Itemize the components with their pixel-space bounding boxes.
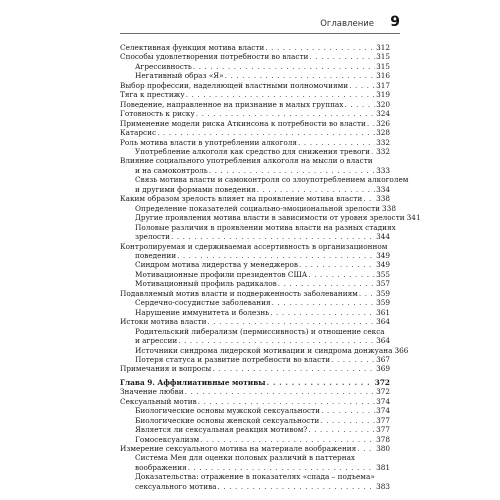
- toc-entry-page: 366: [394, 345, 409, 355]
- toc-entry: [120, 119, 390, 128]
- toc-entry-page: 319: [376, 90, 390, 100]
- toc-leader-dots: [331, 355, 375, 364]
- toc-entry-title: Родительский либерализм (пермиссивность) и отношение секса: [135, 326, 385, 336]
- toc-leader-dots: [178, 336, 375, 345]
- toc-entry-title: Потеря статуса и развитие потребности во власти: [135, 354, 331, 364]
- toc-entry: [120, 406, 390, 415]
- toc-entry-title: Половые различия в проявлении мотива власти на разных стадиях: [135, 222, 396, 232]
- toc-entry-page: 324: [376, 109, 390, 119]
- toc-entry-title: Измерение сексуального мотива на материале воображения: [120, 444, 357, 454]
- toc-entry-page: 333: [376, 165, 390, 175]
- toc-leader-dots: [171, 232, 375, 241]
- toc-entry-page: 364: [376, 317, 390, 327]
- toc-entry-title: Тяга к престижу: [120, 90, 185, 100]
- toc-entry: [120, 251, 390, 260]
- toc-leader-dots: [157, 128, 375, 137]
- toc-entry: [120, 336, 390, 345]
- toc-entry-page: 316: [376, 71, 390, 81]
- toc-entry-page: 315: [376, 61, 390, 71]
- toc-entry-page: 338: [376, 194, 390, 204]
- toc-entry-title: Каким образом зрелость влияет на проявление мотива власти: [120, 194, 363, 204]
- toc-leader-dots: [321, 406, 375, 415]
- toc-entry-title: зрелости: [135, 232, 170, 242]
- toc-entry: [120, 156, 390, 165]
- toc-entry-page: 383: [376, 481, 390, 491]
- toc-leader-dots: [320, 416, 375, 425]
- toc-leader-dots: [198, 397, 375, 406]
- toc-entry-page: 367: [376, 354, 390, 364]
- toc-entry-title: Биологические основы женской сексуальности: [135, 415, 320, 425]
- toc-entry-title: и другими формами поведения: [135, 184, 256, 194]
- table-of-contents: [120, 43, 421, 491]
- toc-entry-title: Поведение, направленное на признание в малых группах: [120, 99, 344, 109]
- toc-entry: [120, 425, 390, 434]
- toc-leader-dots: [209, 166, 375, 175]
- toc-entry-title: Селективная функция мотива власти: [120, 43, 265, 52]
- toc-leader-dots: [185, 387, 375, 396]
- toc-entry: [120, 387, 390, 396]
- toc-entry-title: Биологические основы мужской сексуальности: [135, 406, 321, 416]
- toc-leader-dots: [272, 298, 375, 307]
- toc-entry-page: 361: [376, 307, 390, 317]
- toc-entry-page: 381: [376, 462, 390, 472]
- toc-entry: [120, 138, 390, 147]
- header-section-title: Оглавление: [320, 19, 374, 29]
- toc-entry: [120, 166, 390, 175]
- toc-entry: [120, 416, 390, 425]
- toc-entry-title: сексуального мотива: [135, 481, 217, 491]
- toc-entry: [120, 194, 390, 203]
- toc-entry-title: и на самоконтроль: [135, 165, 208, 175]
- toc-entry-title: Значение любви: [120, 387, 184, 397]
- toc-entry: [120, 345, 409, 355]
- toc-entry-page: 332: [376, 137, 390, 147]
- toc-entry-page: 349: [376, 260, 390, 270]
- toc-entry-title: поведении: [135, 250, 177, 260]
- toc-entry: [120, 222, 396, 232]
- toc-entry: [120, 463, 390, 472]
- toc-entry-title: Сексуальный мотив: [120, 396, 197, 406]
- toc-entry-page: 344: [376, 232, 390, 242]
- toc-entry-page: 338: [382, 203, 396, 213]
- toc-entry: [120, 444, 390, 453]
- toc-entry: [120, 62, 390, 71]
- toc-entry: [120, 147, 390, 156]
- toc-entry: [120, 308, 390, 317]
- toc-entry-page: 378: [376, 434, 390, 444]
- toc-entry: [120, 298, 390, 307]
- toc-leader-dots: [363, 194, 375, 203]
- toc-entry-page: 315: [376, 52, 390, 62]
- toc-entry-page: 357: [376, 279, 390, 289]
- toc-entry-title: Система Мея для оценки половых различий в паттернах: [135, 453, 356, 463]
- toc-entry: [120, 232, 390, 241]
- toc-entry-title: Истоки мотива власти: [120, 317, 207, 327]
- toc-entry-title: Доказательства: отражение в показателях «спада – подъема»: [135, 472, 375, 482]
- toc-entry-page: 317: [376, 80, 390, 90]
- toc-entry: [120, 435, 390, 444]
- toc-entry-page: 326: [376, 118, 390, 128]
- toc-entry-page: 332: [376, 146, 390, 156]
- toc-entry: [120, 289, 390, 298]
- toc-leader-dots: [298, 138, 375, 147]
- toc-entry-title: Употребление алкоголя как средство для снижения тревоги: [135, 146, 371, 156]
- toc-leader-dots: [188, 463, 375, 472]
- toc-entry-title: Другие проявления мотива власти в зависимости от уровня зрелости: [135, 213, 405, 223]
- toc-entry: [120, 364, 390, 373]
- toc-leader-dots: [308, 270, 375, 279]
- toc-leader-dots: [196, 109, 375, 118]
- toc-entry-title: Катарсис: [120, 128, 157, 138]
- toc-leader-dots: [367, 119, 375, 128]
- toc-entry-page: 377: [376, 415, 390, 425]
- toc-entry-page: 372: [376, 387, 390, 397]
- toc-leader-dots: [257, 185, 375, 194]
- toc-entry-title: Сердечно-сосудистые заболевания: [135, 298, 271, 308]
- toc-leader-dots: [177, 251, 375, 260]
- toc-leader-dots: [218, 482, 376, 491]
- toc-entry: [120, 270, 390, 279]
- page-number: 9: [390, 14, 400, 30]
- toc-entry-title: Синдром мотива лидерства у менеджеров: [135, 260, 298, 270]
- toc-entry-title: Применение модели риска Аткинсона к потребности во власти: [120, 118, 366, 128]
- toc-entry-title: Связь мотива власти и самоконтроля со злоупотреблением алкоголем: [135, 175, 409, 185]
- toc-entry-page: 372: [374, 377, 390, 387]
- toc-entry: [120, 327, 390, 336]
- toc-leader-dots: [349, 81, 375, 90]
- toc-entry-title: Влияние социального употребления алкоголя на мысли о власти: [120, 156, 373, 166]
- toc-leader-dots: [186, 90, 375, 99]
- toc-entry-page: 320: [376, 99, 390, 109]
- toc-entry-page: 355: [376, 269, 390, 279]
- toc-entry-title: Является ли сексуальная реакция мотивом?: [135, 425, 308, 435]
- toc-entry: [120, 81, 390, 90]
- toc-entry: [120, 175, 409, 185]
- toc-entry-title: Роль мотива власти в употреблении алкоголя: [120, 137, 298, 147]
- toc-entry-page: 349: [376, 250, 390, 260]
- toc-entry: [120, 213, 421, 223]
- toc-entry-page: 312: [376, 43, 390, 52]
- toc-entry-title: Гомосексуализм: [135, 434, 200, 444]
- toc-entry: [120, 185, 390, 194]
- toc-leader-dots: [200, 435, 375, 444]
- toc-entry-title: Глава 9. Аффилиативные мотивы: [120, 377, 266, 387]
- toc-entry-page: 334: [376, 184, 390, 194]
- toc-leader-dots: [193, 62, 375, 71]
- toc-entry-title: Способы удовлетворения потребности во власти: [120, 52, 309, 62]
- toc-entry: [120, 279, 390, 288]
- toc-entry: [120, 355, 390, 364]
- toc-entry-page: 374: [376, 396, 390, 406]
- toc-leader-dots: [308, 425, 375, 434]
- toc-entry-title: Примечания и вопросы: [120, 364, 212, 374]
- toc-entry-page: 369: [376, 364, 390, 374]
- toc-entry-title: и агрессии: [135, 336, 178, 346]
- toc-leader-dots: [299, 260, 375, 269]
- toc-entry: [120, 453, 390, 462]
- toc-entry-page: 377: [376, 425, 390, 435]
- toc-entry-title: Мотивационный профиль радикалов: [135, 279, 277, 289]
- toc-entry: [120, 43, 390, 52]
- toc-entry: [120, 52, 390, 61]
- toc-entry-title: воображения: [135, 462, 187, 472]
- toc-entry: [120, 128, 390, 137]
- toc-entry-title: Нарушение иммунитета и болезнь: [135, 307, 270, 317]
- toc-entry-title: Негативный образ «Я»: [135, 71, 224, 81]
- toc-entry: [120, 317, 390, 326]
- toc-entry: [120, 100, 390, 109]
- toc-entry-page: 374: [376, 406, 390, 416]
- toc-entry-title: Источники синдрома лидерской мотивации и синдрома донжуана: [135, 345, 393, 355]
- toc-leader-dots: [267, 378, 374, 387]
- toc-entry: [120, 260, 390, 269]
- toc-entry-page: 328: [376, 128, 390, 138]
- toc-entry-page: 359: [376, 288, 390, 298]
- toc-entry-page: 364: [376, 336, 390, 346]
- toc-entry-title: Определение показателей социально-эмоциональной зрелости: [135, 203, 381, 213]
- toc-leader-dots: [344, 100, 375, 109]
- toc-leader-dots: [371, 147, 375, 156]
- toc-entry-title: Мотивационные профили президентов США: [135, 269, 308, 279]
- toc-entry: [120, 90, 390, 99]
- toc-entry: [120, 71, 390, 80]
- toc-entry: [120, 109, 390, 118]
- toc-entry-page: 380: [376, 444, 390, 454]
- toc-leader-dots: [357, 444, 375, 453]
- toc-entry-title: Подавляемый мотив власти и подверженность заболеваниям: [120, 288, 358, 298]
- toc-leader-dots: [212, 364, 375, 373]
- toc-entry-page: 341: [406, 213, 421, 223]
- toc-chapter-entry: [120, 378, 390, 387]
- toc-leader-dots: [225, 71, 375, 80]
- toc-entry-page: 359: [376, 298, 390, 308]
- toc-entry-title: Контролируемая и сдерживаемая ассертивность в организационном: [120, 241, 388, 251]
- toc-leader-dots: [265, 43, 375, 52]
- running-header: [120, 14, 400, 34]
- toc-leader-dots: [278, 279, 375, 288]
- toc-entry: [120, 203, 396, 213]
- toc-entry-title: Готовность к риску: [120, 109, 195, 119]
- toc-leader-dots: [207, 317, 375, 326]
- toc-entry-title: Агрессивность: [135, 61, 192, 71]
- toc-entry-title: Выбор профессии, наделяющей властными полномочиями: [120, 80, 349, 90]
- toc-entry: [120, 482, 390, 491]
- toc-entry: [120, 242, 390, 251]
- toc-entry: [120, 397, 390, 406]
- toc-leader-dots: [359, 289, 375, 298]
- toc-leader-dots: [270, 308, 375, 317]
- toc-entry: [120, 472, 390, 481]
- toc-leader-dots: [309, 52, 375, 61]
